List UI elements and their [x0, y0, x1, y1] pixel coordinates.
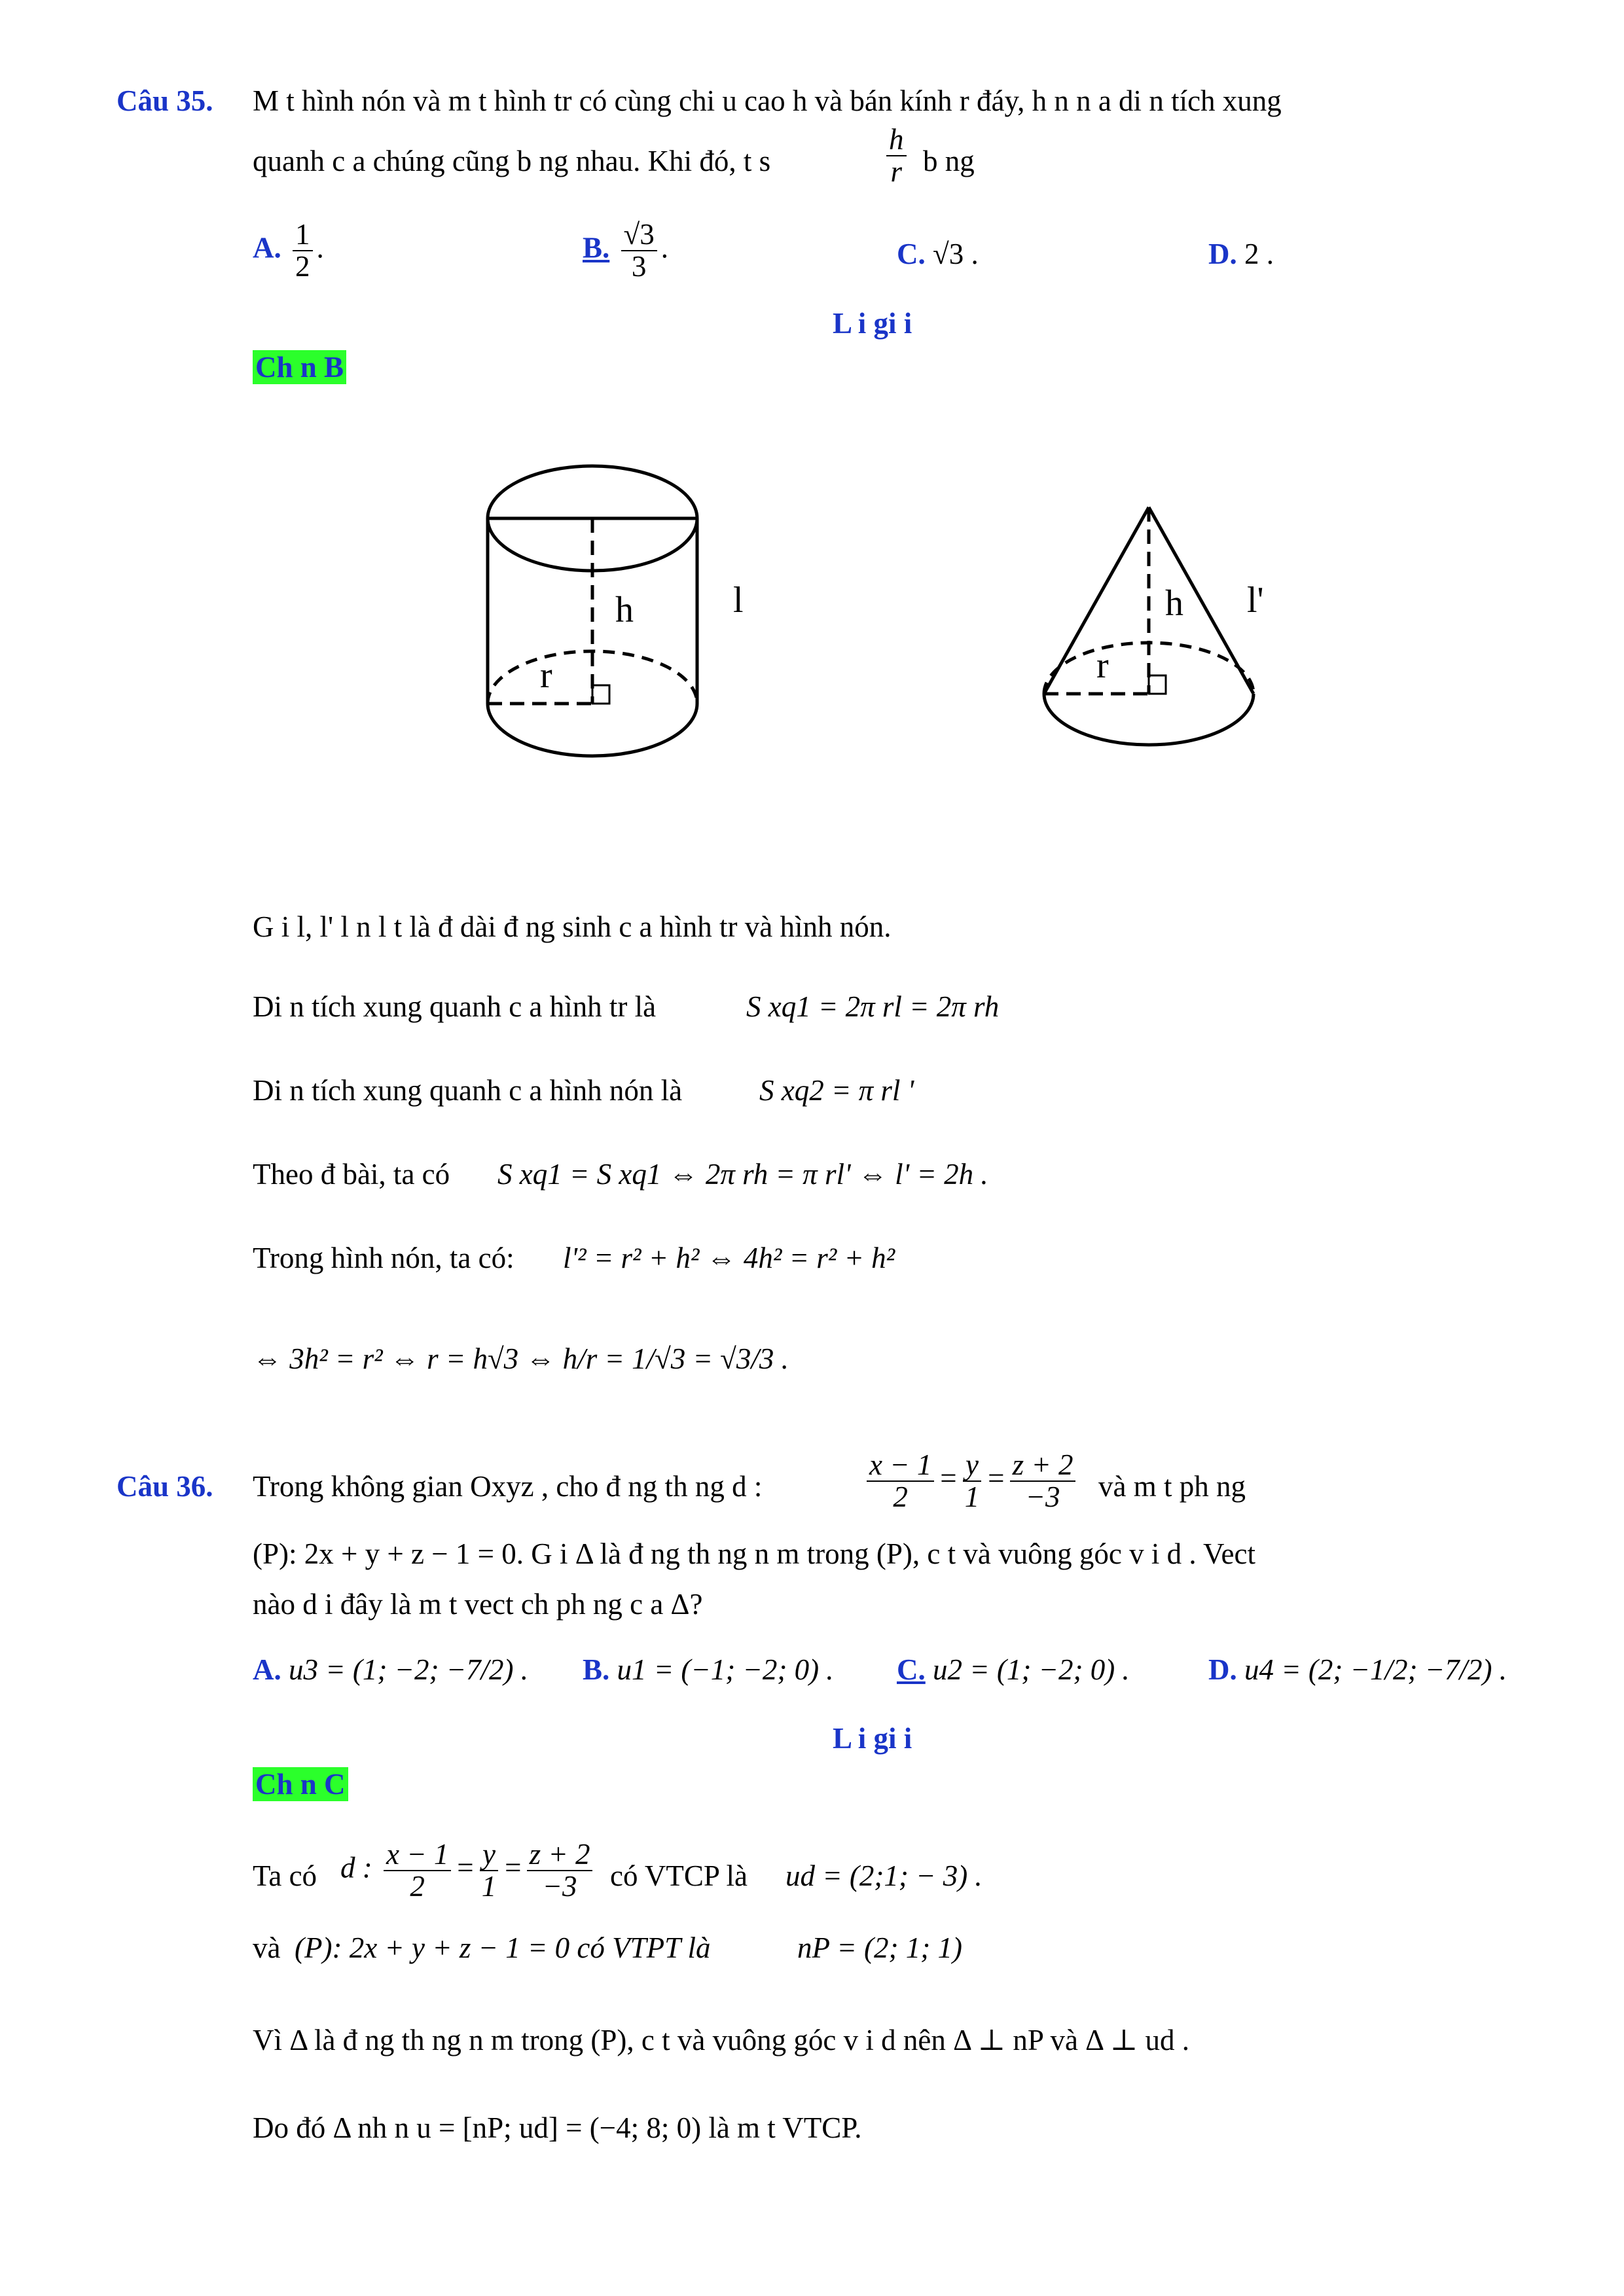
q36-sol-ud: ud = (2;1; − 3) .: [785, 1859, 983, 1892]
q36-option-d[interactable]: [1208, 1653, 1507, 1687]
q35-ratio-den: r: [890, 155, 902, 188]
q36-option-b[interactable]: [583, 1653, 834, 1687]
cylinder-h-label: h: [615, 590, 634, 630]
q35-answer-badge: Ch n B: [253, 350, 346, 384]
q36-option-c-letter: C.: [897, 1653, 926, 1686]
q36-sol-plane: (P): 2x + y + z − 1 = 0 có VTPT là: [295, 1931, 711, 1964]
q36-line-d-equation: $\frac{x - 1}{2}$ = $\frac{y}{1}$ = $\frac{z + 2}{-3}$: [863, 1450, 1079, 1513]
q35-solution-heading: L i gi i: [833, 307, 912, 340]
q36-d-frac3-den: −3: [1025, 1480, 1060, 1514]
q36-answer-badge: Ch n C: [253, 1767, 348, 1801]
q36-d-frac3-num: z + 2: [1010, 1450, 1076, 1482]
q36-option-a-letter: A.: [253, 1653, 281, 1686]
q35-sol-line-5: Trong hình nón, ta có:: [253, 1242, 514, 1274]
q35-option-b-letter: B.: [583, 231, 610, 264]
q36-sol-frac3-den: −3: [542, 1870, 577, 1903]
q36-line1-pre: Trong không gian Oxyz , cho đ ng th ng d :: [253, 1470, 763, 1503]
q35-option-d-letter: D.: [1208, 238, 1237, 270]
q36-option-c-expr: u2 = (1; −2; 0) .: [933, 1653, 1130, 1686]
q36-solution-heading: L i gi i: [833, 1722, 912, 1755]
q36-option-d-letter: D.: [1208, 1653, 1237, 1686]
q36-line3: nào d i đây là m t vect ch ph ng c a Δ?: [253, 1588, 703, 1621]
q35-option-a-tail: .: [316, 231, 324, 264]
q35-option-c-value: √3 .: [933, 238, 979, 270]
q35-sol-formula-2: S xq2 = π rl ': [759, 1074, 914, 1107]
q35-option-c[interactable]: [897, 237, 979, 271]
q35-option-b[interactable]: [583, 219, 668, 283]
q36-option-d-expr: u4 = (2; −1/2; −7/2) .: [1244, 1653, 1507, 1686]
q36-sol-vtcp-label: có VTCP là: [610, 1859, 748, 1892]
cone-base-front: [1044, 694, 1254, 745]
q36-sol-frac2-den: 1: [481, 1870, 497, 1903]
q36-option-b-expr: u1 = (−1; −2; 0) .: [617, 1653, 834, 1686]
q35-option-a-num: 1: [293, 219, 313, 251]
q36-sol-line-dodo: Do đó Δ nh n u = [nP; ud] = (−4; 8; 0) là m t VTCP.: [253, 2111, 862, 2144]
q35-ratio-num: h: [886, 124, 907, 156]
q35-option-b-tail: .: [660, 231, 668, 264]
q36-option-a[interactable]: [253, 1653, 528, 1687]
q35-option-a-den: 2: [295, 250, 310, 283]
q35-ratio-fraction: [886, 124, 907, 188]
cone-right-angle: [1149, 675, 1166, 694]
q35-sol-formula-1: S xq1 = 2π rl = 2π rh: [746, 990, 1000, 1023]
cylinder-right-angle: [592, 685, 609, 704]
q35-label: Câu 35.: [117, 84, 213, 117]
q35-option-d[interactable]: [1208, 237, 1274, 271]
q36-sol-np: nP = (2; 1; 1): [797, 1931, 962, 1964]
q35-sol-line-4: Theo đ bài, ta có: [253, 1158, 450, 1191]
q36-sol-frac1-num: x − 1: [384, 1839, 451, 1871]
q35-sol-formula-3: S xq1 = S xq1 ⇔ 2π rh = π rl' ⇔ l' = 2h .: [497, 1158, 988, 1191]
q35-sol-line-1: G i l, l' l n l t là đ dài đ ng sinh c a hình tr và hình nón.: [253, 910, 892, 943]
q35-sol-formula-4: l'² = r² + h² ⇔ 4h² = r² + h²: [563, 1242, 895, 1274]
q36-sol-d-equation: d : $\frac{x - 1}{2}$ = $\frac{y}{1}$ = $\frac{z + 2}{-3}$: [340, 1839, 596, 1903]
q36-d-frac2-den: 1: [964, 1480, 980, 1514]
q36-d-frac2-num: y: [963, 1450, 981, 1482]
cone-shape: [1044, 507, 1254, 745]
q36-option-a-expr: u3 = (1; −2; −7/2) .: [289, 1653, 529, 1686]
q35-sol-formula-5: ⇔ 3h² = r² ⇔ r = h√3 ⇔ h/r = 1/√3 = √3/3 .: [253, 1342, 789, 1375]
q36-sol-frac1-den: 2: [410, 1870, 425, 1903]
q35-option-d-value: 2 .: [1244, 238, 1274, 270]
q35-line2-pre: quanh c a chúng cũng b ng nhau. Khi đó, t s: [253, 145, 771, 177]
q36-d-frac1-den: 2: [893, 1480, 908, 1514]
cylinder-bottom-front: [488, 704, 697, 756]
cylinder-cone-figure: [458, 445, 1309, 785]
q36-label: Câu 36.: [117, 1470, 213, 1503]
q35-option-a[interactable]: [253, 219, 324, 283]
cone-r-label: r: [1096, 645, 1109, 686]
cone-h-label: h: [1165, 583, 1183, 624]
cone-l-prime-label: l': [1247, 580, 1264, 620]
cylinder-shape: [488, 466, 697, 756]
q35-line2-post: b ng: [923, 145, 975, 177]
q36-sol-frac2-num: y: [480, 1839, 498, 1871]
cylinder-r-label: r: [540, 655, 552, 696]
q35-sol-line-3: Di n tích xung quanh c a hình nón là: [253, 1074, 683, 1107]
q35-option-a-letter: A.: [253, 231, 281, 264]
q35-option-b-den: 3: [631, 250, 647, 283]
q35-line1: M t hình nón và m t hình tr có cùng chi u cao h và bán kính r đáy, h n n a di n tích xung: [253, 84, 1282, 117]
q35-option-b-num: √3: [621, 219, 657, 251]
q36-sol-va: và: [253, 1931, 281, 1964]
q35-option-c-letter: C.: [897, 238, 926, 270]
q36-line2: (P): 2x + y + z − 1 = 0. G i Δ là đ ng th ng n m trong (P), c t và vuông góc v i d . Vect: [253, 1537, 1255, 1570]
q36-line1-post: và m t ph ng: [1098, 1470, 1246, 1503]
q36-option-c[interactable]: [897, 1653, 1130, 1687]
q36-sol-line-vi: Vì Δ là đ ng th ng n m trong (P), c t và vuông góc v i d nên Δ ⊥ nP và Δ ⊥ ud .: [253, 2024, 1189, 2056]
q36-d-frac1-num: x − 1: [867, 1450, 934, 1482]
cylinder-l-label: l: [733, 580, 744, 620]
q36-option-b-letter: B.: [583, 1653, 610, 1686]
q35-sol-line-2: Di n tích xung quanh c a hình tr là: [253, 990, 657, 1023]
q36-sol-frac3-num: z + 2: [527, 1839, 593, 1871]
q36-sol-taco: Ta có: [253, 1859, 317, 1892]
